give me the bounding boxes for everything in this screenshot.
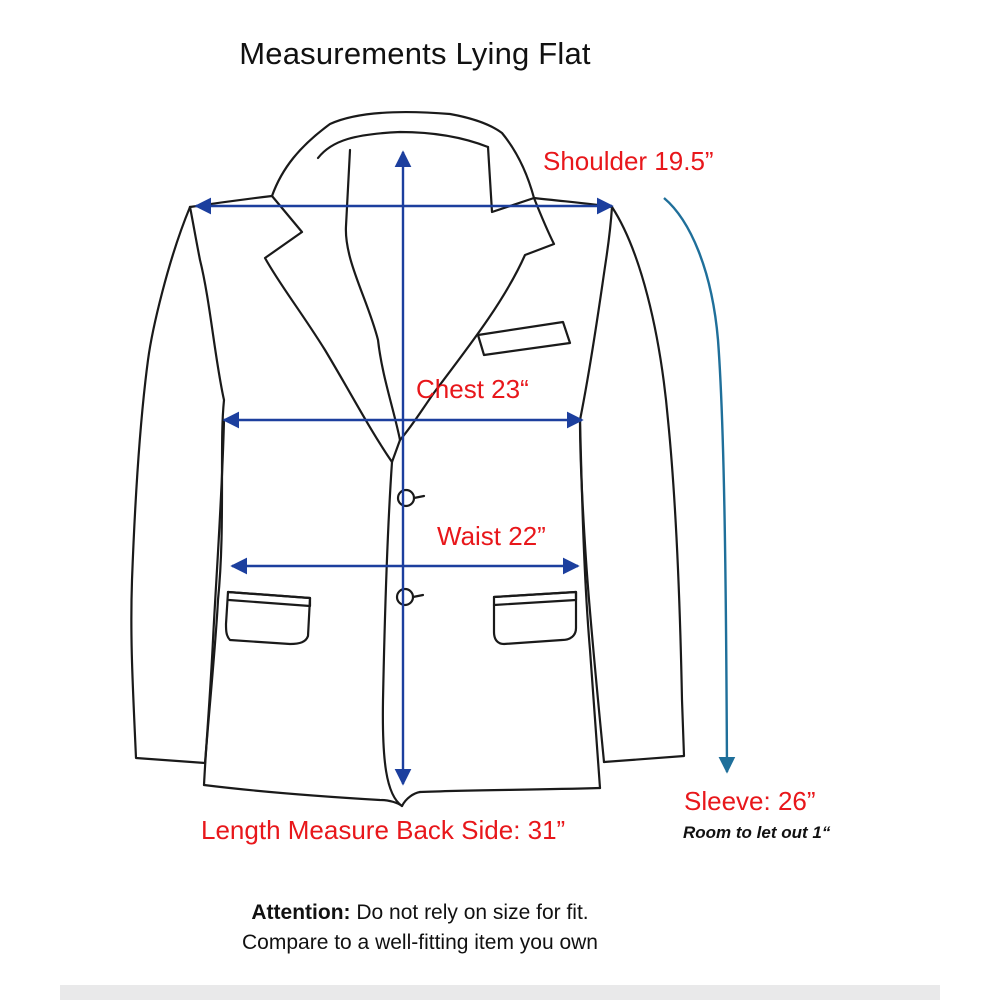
button-top — [398, 490, 414, 506]
left-sleeve-inner — [190, 207, 224, 763]
attention-line2: Compare to a well-fitting item you own — [242, 931, 598, 954]
button-bottom — [397, 589, 413, 605]
right-sleeve-inner — [580, 207, 612, 762]
right-sleeve-outer — [604, 207, 684, 762]
left-hem — [204, 785, 402, 806]
shoulder-label: Shoulder 19.5” — [543, 146, 714, 176]
attention-heading: Attention: — [251, 901, 351, 924]
attention-note — [0, 898, 840, 958]
diagram-title: Measurements Lying Flat — [239, 36, 591, 71]
left-lapel — [265, 150, 400, 462]
jacket-outline — [131, 112, 684, 806]
chest-pocket — [478, 322, 570, 355]
left-sleeve-outer — [131, 207, 205, 763]
waist-label: Waist 22” — [437, 521, 546, 551]
attention-line1: Do not rely on size for fit. — [356, 901, 589, 924]
length-label: Length Measure Back Side: 31” — [201, 815, 566, 845]
chest-label: Chest 23“ — [416, 374, 529, 404]
sleeve-label: Sleeve: 26” — [684, 786, 816, 816]
sleeve-note: Room to let out 1“ — [683, 823, 831, 842]
left-side — [204, 420, 224, 785]
footer-bar — [60, 985, 940, 1000]
left-pocket-welt — [228, 592, 310, 606]
right-hem — [420, 788, 600, 792]
right-pocket-welt — [494, 592, 576, 605]
front-edge — [383, 462, 420, 806]
